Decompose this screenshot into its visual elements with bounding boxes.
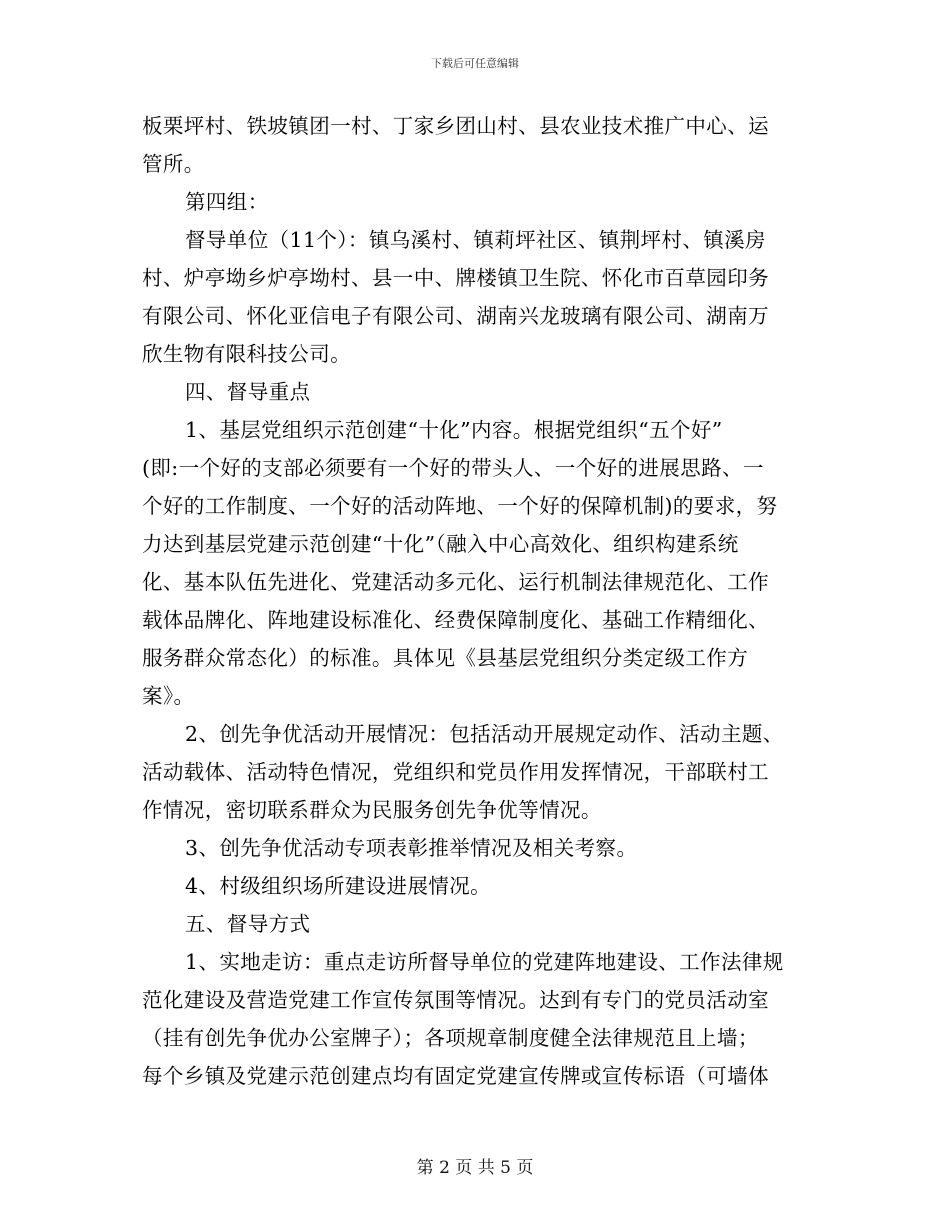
text-line: （挂有创先争优办公室牌子）；各项规章制度健全法律规范且上墙；	[142, 1026, 759, 1050]
text-line: 欣生物有限科技公司。	[142, 342, 351, 366]
text-line: 活动载体、活动特色情况，党组织和党员作用发挥情况，干部联村工	[142, 760, 769, 784]
text-line: 力达到基层党建示范创建“十化”（融入中心高效化、组织构建系统	[142, 532, 739, 556]
text-line: 1、实地走访：重点走访所督导单位的党建阵地建设、工作法律规	[185, 950, 784, 974]
text-line: 个好的工作制度、一个好的活动阵地、一个好的保障机制)的要求，努	[142, 494, 778, 518]
text-line: 四、督导重点	[185, 380, 311, 404]
text-line: 1、基层党组织示范创建“十化”内容。根据党组织“五个好”	[185, 418, 723, 442]
document-body	[142, 107, 808, 1095]
text-line: 督导单位（11个）：镇乌溪村、镇莉坪社区、镇荆坪村、镇溪房	[185, 228, 766, 252]
text-line: 每个乡镇及党建示范创建点均有固定党建宣传牌或宣传标语（可墙体	[142, 1064, 769, 1088]
header-note: 下载后可任意编辑	[431, 57, 519, 70]
text-line: 载体品牌化、阵地建设标准化、经费保障制度化、基础工作精细化、	[142, 608, 769, 632]
text-line: 有限公司、怀化亚信电子有限公司、湖南兴龙玻璃有限公司、湖南万	[142, 304, 769, 328]
text-line: (即:一个好的支部必须要有一个好的带头人、一个好的进展思路、一	[142, 456, 764, 480]
text-line: 板栗坪村、铁坡镇团一村、丁家乡团山村、县农业技术推广中心、运	[142, 114, 769, 138]
text-line: 村、炉亭坳乡炉亭坳村、县一中、牌楼镇卫生院、怀化市百草园印务	[142, 266, 769, 290]
page-number: 第 2 页 共 5 页	[416, 1158, 534, 1178]
text-line: 3、创先争优活动专项表彰推举情况及相关考察。	[185, 836, 638, 860]
text-line: 范化建设及营造党建工作宣传氛围等情况。达到有专门的党员活动室	[142, 988, 769, 1012]
text-line: 作情况，密切联系群众为民服务创先争优等情况。	[142, 798, 602, 822]
text-line: 2、创先争优活动开展情况：包括活动开展规定动作、活动主题、	[185, 722, 784, 746]
text-line: 化、基本队伍先进化、党建活动多元化、运行机制法律规范化、工作	[142, 570, 769, 594]
text-line: 管所。	[142, 152, 205, 176]
text-line: 服务群众常态化）的标准。具体见《县基层党组织分类定级工作方	[142, 646, 749, 670]
text-line: 4、村级组织场所建设进展情况。	[185, 874, 492, 898]
text-line: 案》。	[142, 684, 195, 708]
text-line: 五、督导方式	[185, 912, 311, 936]
text-line: 第四组：	[185, 190, 269, 214]
